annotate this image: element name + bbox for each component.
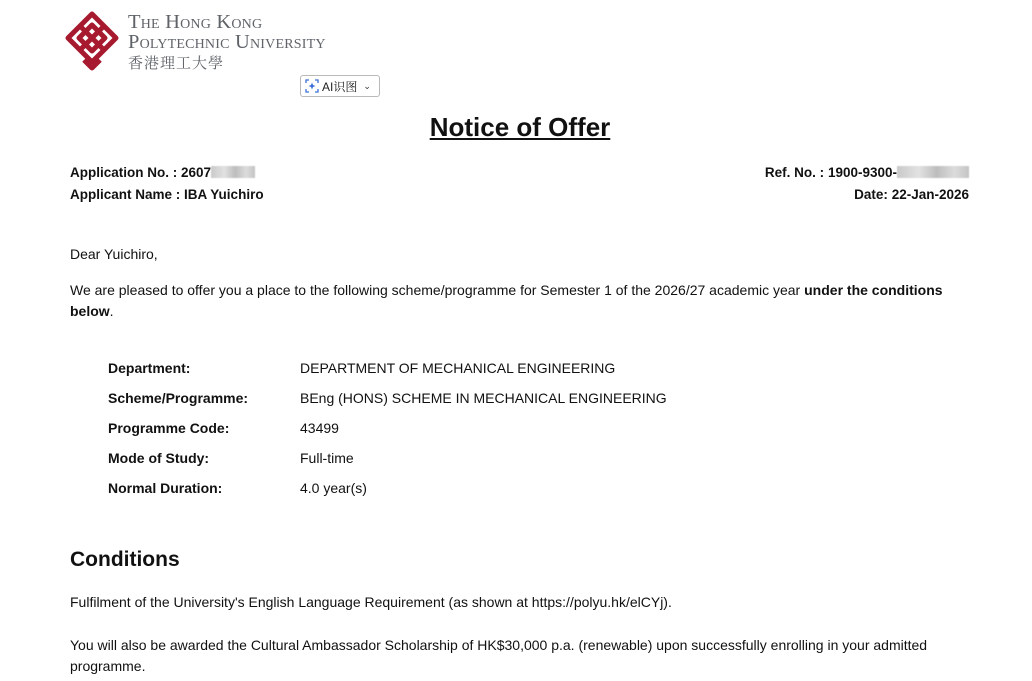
offer-date xyxy=(854,187,969,202)
detail-value: DEPARTMENT OF MECHANICAL ENGINEERING xyxy=(300,360,616,376)
detail-row-duration xyxy=(108,473,667,503)
detail-label: Programme Code: xyxy=(108,420,230,436)
detail-value: 43499 xyxy=(300,420,339,436)
polyu-emblem-icon xyxy=(62,10,122,72)
detail-row-scheme xyxy=(108,383,667,413)
reference-number xyxy=(765,165,969,180)
condition-scholarship: You will also be awarded the Cultural Ambassador Scholarship of HK$30,000 p.a. (renewable) upon successfully enrolling in your admitted programme. xyxy=(70,637,928,674)
offer-text-end: . xyxy=(109,303,114,319)
redaction-mask xyxy=(211,166,255,178)
offer-paragraph xyxy=(70,280,960,322)
university-logo xyxy=(62,10,326,73)
detail-row-department xyxy=(108,353,667,383)
programme-details xyxy=(108,353,667,503)
document-title: Notice of Offer xyxy=(429,112,611,142)
ai-recognize-button[interactable] xyxy=(300,75,380,97)
greeting: Dear Yuichiro, xyxy=(70,246,158,262)
redaction-mask xyxy=(897,166,969,178)
offer-text: We are pleased to offer you a place to the following scheme/programme for Semester 1 of the 2026/27 academic year xyxy=(70,282,805,298)
application-number-label: Application No. : xyxy=(70,165,178,180)
applicant-name-label: Applicant Name : xyxy=(70,187,181,202)
detail-label: Department: xyxy=(108,360,191,376)
university-name-line2: Polytechnic University xyxy=(128,31,326,53)
reference-number-value: 1900-9300- xyxy=(827,165,897,180)
ai-recognize-label: AI识图 xyxy=(322,79,358,94)
detail-value: BEng (HONS) SCHEME IN MECHANICAL ENGINEERING xyxy=(300,390,667,406)
application-number-value: 2607 xyxy=(181,165,212,180)
offer-date-value: 22-Jan-2026 xyxy=(891,187,969,202)
detail-label: Scheme/Programme: xyxy=(108,390,249,406)
chevron-down-icon: ⌄ xyxy=(363,80,371,91)
university-name-line1: The Hong Kong xyxy=(128,11,263,33)
applicant-name-value: IBA Yuichiro xyxy=(184,187,264,202)
ai-scan-icon xyxy=(305,79,319,93)
detail-value: 4.0 year(s) xyxy=(300,480,367,496)
university-name-chinese: 香港理工大學 xyxy=(128,54,225,72)
detail-row-mode-of-study xyxy=(108,443,667,473)
application-number xyxy=(70,165,255,180)
applicant-name xyxy=(70,187,264,202)
offer-text-conditions: under the conditions below xyxy=(70,282,943,319)
reference-number-label: Ref. No. : xyxy=(764,165,825,180)
condition-english-requirement: Fulfilment of the University's English Language Requirement (as shown at https://polyu.hk/elCYj). xyxy=(70,594,672,610)
university-name xyxy=(128,12,326,73)
detail-label: Mode of Study: xyxy=(108,450,210,466)
offer-date-label: Date: xyxy=(854,187,888,202)
detail-row-programme-code xyxy=(108,413,667,443)
detail-value: Full-time xyxy=(300,450,354,466)
detail-label: Normal Duration: xyxy=(108,480,223,496)
conditions-heading: Conditions xyxy=(70,548,180,571)
